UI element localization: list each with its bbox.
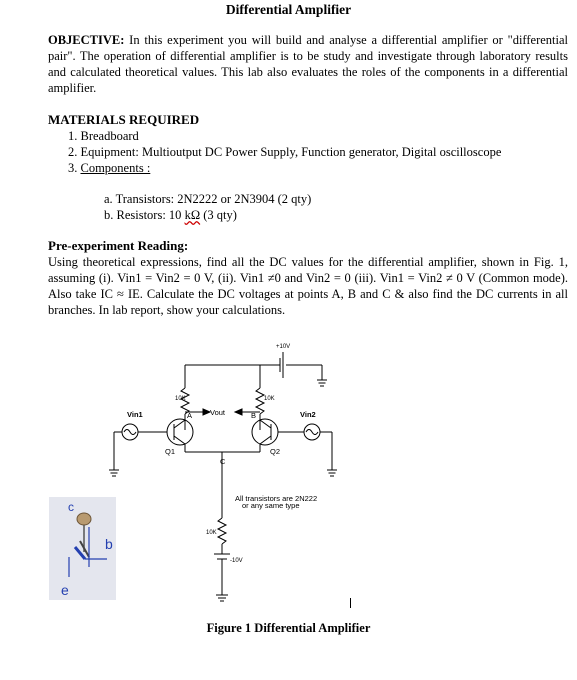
vin2-label: Vin2	[300, 410, 316, 419]
q2-label: Q2	[270, 447, 281, 456]
materials-item-3-number: 3.	[68, 161, 81, 175]
note-line-2: or any same type	[242, 501, 300, 510]
photo-label-b: b	[105, 536, 113, 552]
pre-experiment-paragraph	[48, 254, 568, 318]
r-tail-label: 10K	[206, 530, 217, 536]
photo-label-c: c	[68, 500, 74, 514]
ohm-unit: kΩ	[184, 208, 201, 222]
node-c-label: C	[220, 457, 226, 466]
materials-heading: MATERIALS REQUIRED	[48, 112, 200, 127]
components-label: Components :	[80, 161, 151, 175]
materials-item-1: 1. Breadboard	[68, 129, 139, 143]
pre-experiment-heading: Pre-experiment Reading:	[48, 238, 189, 253]
sub-item-resistors	[104, 207, 237, 223]
r-right-label: 10K	[264, 396, 275, 402]
transistor-photo-sketch	[49, 497, 116, 600]
materials-item-2: 2. Equipment: Multioutput DC Power Supply, Function generator, Digital oscilloscope	[68, 145, 502, 159]
text-cursor	[350, 598, 351, 608]
vplus-label: +10V	[276, 344, 291, 350]
vin1-label: Vin1	[127, 410, 143, 419]
document-title: Differential Amplifier	[225, 2, 352, 17]
vout-label: Vout	[210, 408, 226, 417]
differential-amplifier-schematic	[100, 340, 370, 610]
q1-label: Q1	[165, 447, 176, 456]
sub-item-resistors-text: b. Resistors: 10	[104, 208, 185, 222]
node-a-label: A	[187, 411, 193, 420]
figure-caption: Figure 1 Differential Amplifier	[206, 621, 371, 635]
pre-text-1: Using theoretical expressions, find all the DC values for the differential amplifier, shown in Fig. 1, assuming (i). V	[48, 255, 568, 285]
sub-item-transistors: a. Transistors: 2N2222 or 2N3904 (2 qty)	[104, 192, 312, 206]
materials-item-3	[68, 160, 150, 176]
note-line-1: All transistors are 2N222	[235, 494, 318, 503]
resistor-qty: (3 qty)	[200, 208, 237, 222]
photo-label-e: e	[61, 582, 69, 598]
objective-text: In this experiment you will build and analyse a differential amplifier or "differential pair". The operation of differential amplifier is to be study and investigate through laboratory results and calculated theoretical values. This lab also evaluates the roles of the components in a differential amplifier.	[48, 33, 568, 95]
pre-text-2: in1 = Vin2 = 0 V, (ii). Vin1 ≠0 and Vin2 = 0 (iii). Vin1 = Vin2 ≠ 0 V (Common mode). Also take IC ≈ IE. Calculate the DC voltages at points A, B and C & also find the DC currents in all branches. In lab report, show your calculations.	[48, 271, 569, 317]
transistor-pinout-photo	[49, 497, 116, 600]
node-b-label: B	[251, 411, 257, 420]
r-left-label: 10K	[175, 396, 186, 402]
objective-paragraph	[48, 32, 568, 96]
objective-label: OBJECTIVE:	[48, 33, 125, 47]
vminus-label: -10V	[230, 558, 243, 564]
